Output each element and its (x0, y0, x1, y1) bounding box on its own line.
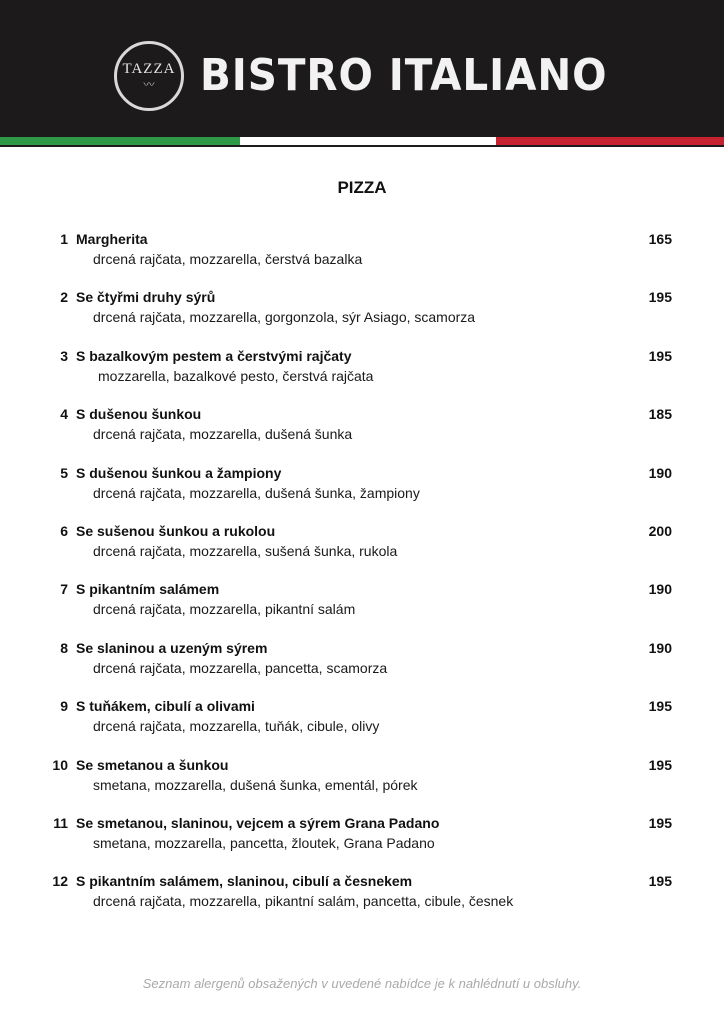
menu-item (0, 579, 724, 637)
item-number: 5 (60, 464, 68, 481)
item-description: drcená rajčata, mozzarella, čerstvá bazalka (93, 251, 363, 267)
flag-green (0, 137, 240, 145)
item-number: 10 (52, 756, 68, 773)
header-banner (0, 0, 724, 137)
menu-item (0, 638, 724, 696)
menu-item (0, 871, 724, 929)
flag-white (240, 137, 496, 145)
item-description: drcená rajčata, mozzarella, dušená šunka, žampiony (93, 484, 420, 501)
brand-title: BISTRO ITALIANO (200, 50, 608, 101)
item-description: drcená rajčata, mozzarella, tuňák, cibule, olivy (93, 718, 380, 735)
menu-item (0, 346, 724, 404)
item-description: smetana, mozzarella, pancetta, žloutek, Grana Padano (93, 834, 435, 851)
item-name: Se čtyřmi druhy sýrů (76, 289, 216, 306)
section-title: PIZZA (337, 178, 387, 197)
item-price: 190 (648, 464, 672, 481)
item-description: mozzarella, bazalkové pesto, čerstvá rajčata (98, 367, 374, 384)
item-description: drcená rajčata, mozzarella, sušená šunka, rukola (93, 542, 398, 559)
italian-flag-stripe (0, 137, 724, 145)
item-name: Se slaninou a uzeným sýrem (76, 639, 268, 656)
item-number: 8 (60, 639, 68, 656)
item-price: 190 (648, 639, 672, 656)
item-number: 7 (60, 581, 68, 598)
item-price: 185 (648, 406, 672, 423)
item-price: 200 (648, 522, 672, 539)
item-number: 9 (60, 698, 68, 715)
flag-red (496, 137, 724, 145)
item-price: 195 (648, 698, 672, 715)
menu-item (0, 229, 724, 287)
item-price: 195 (648, 814, 672, 831)
tazza-logo (114, 41, 184, 111)
item-name: Se smetanou, slaninou, vejcem a sýrem Grana Padano (76, 814, 440, 831)
header-divider (0, 145, 724, 147)
menu-item (0, 521, 724, 579)
item-name: S bazalkovým pestem a čerstvými rajčaty (76, 347, 352, 364)
menu-item (0, 696, 724, 754)
item-description: drcená rajčata, mozzarella, pikantní salám (93, 601, 356, 618)
item-description: smetana, mozzarella, dušená šunka, ementál, pórek (93, 776, 418, 793)
item-name: S tuňákem, cibulí a olivami (76, 698, 255, 715)
item-number: 4 (60, 406, 68, 423)
pizza-menu-list (0, 229, 724, 930)
item-number: 2 (60, 289, 68, 306)
item-price: 190 (648, 581, 672, 598)
item-name: S dušenou šunkou a žampiony (76, 464, 282, 481)
menu-item (0, 813, 724, 871)
item-number: 11 (53, 814, 68, 831)
item-price: 195 (648, 873, 672, 890)
logo-text: TAZZA (122, 61, 176, 77)
item-number: 6 (60, 522, 68, 539)
item-name: Se sušenou šunkou a rukolou (76, 522, 276, 539)
item-name: S pikantním salámem, slaninou, cibulí a česnekem (76, 873, 413, 890)
menu-item (0, 287, 724, 345)
item-name: Se smetanou a šunkou (76, 756, 229, 773)
item-price: 195 (648, 347, 672, 364)
menu-item (0, 404, 724, 462)
item-number: 1 (60, 231, 68, 247)
item-name: Margherita (76, 231, 148, 247)
menu-item (0, 463, 724, 521)
item-description: drcená rajčata, mozzarella, dušená šunka (93, 426, 353, 443)
item-number: 3 (60, 347, 68, 364)
allergen-note: Seznam alergenů obsažených v uvedené nabídce je k nahlédnutí u obsluhy. (142, 976, 582, 991)
item-description: drcená rajčata, mozzarella, gorgonzola, sýr Asiago, scamorza (93, 309, 476, 326)
mustache-icon: 〰 (143, 79, 155, 91)
item-price: 165 (648, 231, 672, 247)
item-price: 195 (648, 756, 672, 773)
item-description: drcená rajčata, mozzarella, pancetta, scamorza (93, 659, 388, 676)
item-number: 12 (52, 873, 68, 890)
item-description: drcená rajčata, mozzarella, pikantní salám, pancetta, cibule, česnek (93, 893, 514, 910)
item-name: S dušenou šunkou (76, 406, 202, 423)
menu-item (0, 755, 724, 813)
item-name: S pikantním salámem (76, 581, 220, 598)
item-price: 195 (648, 289, 672, 306)
